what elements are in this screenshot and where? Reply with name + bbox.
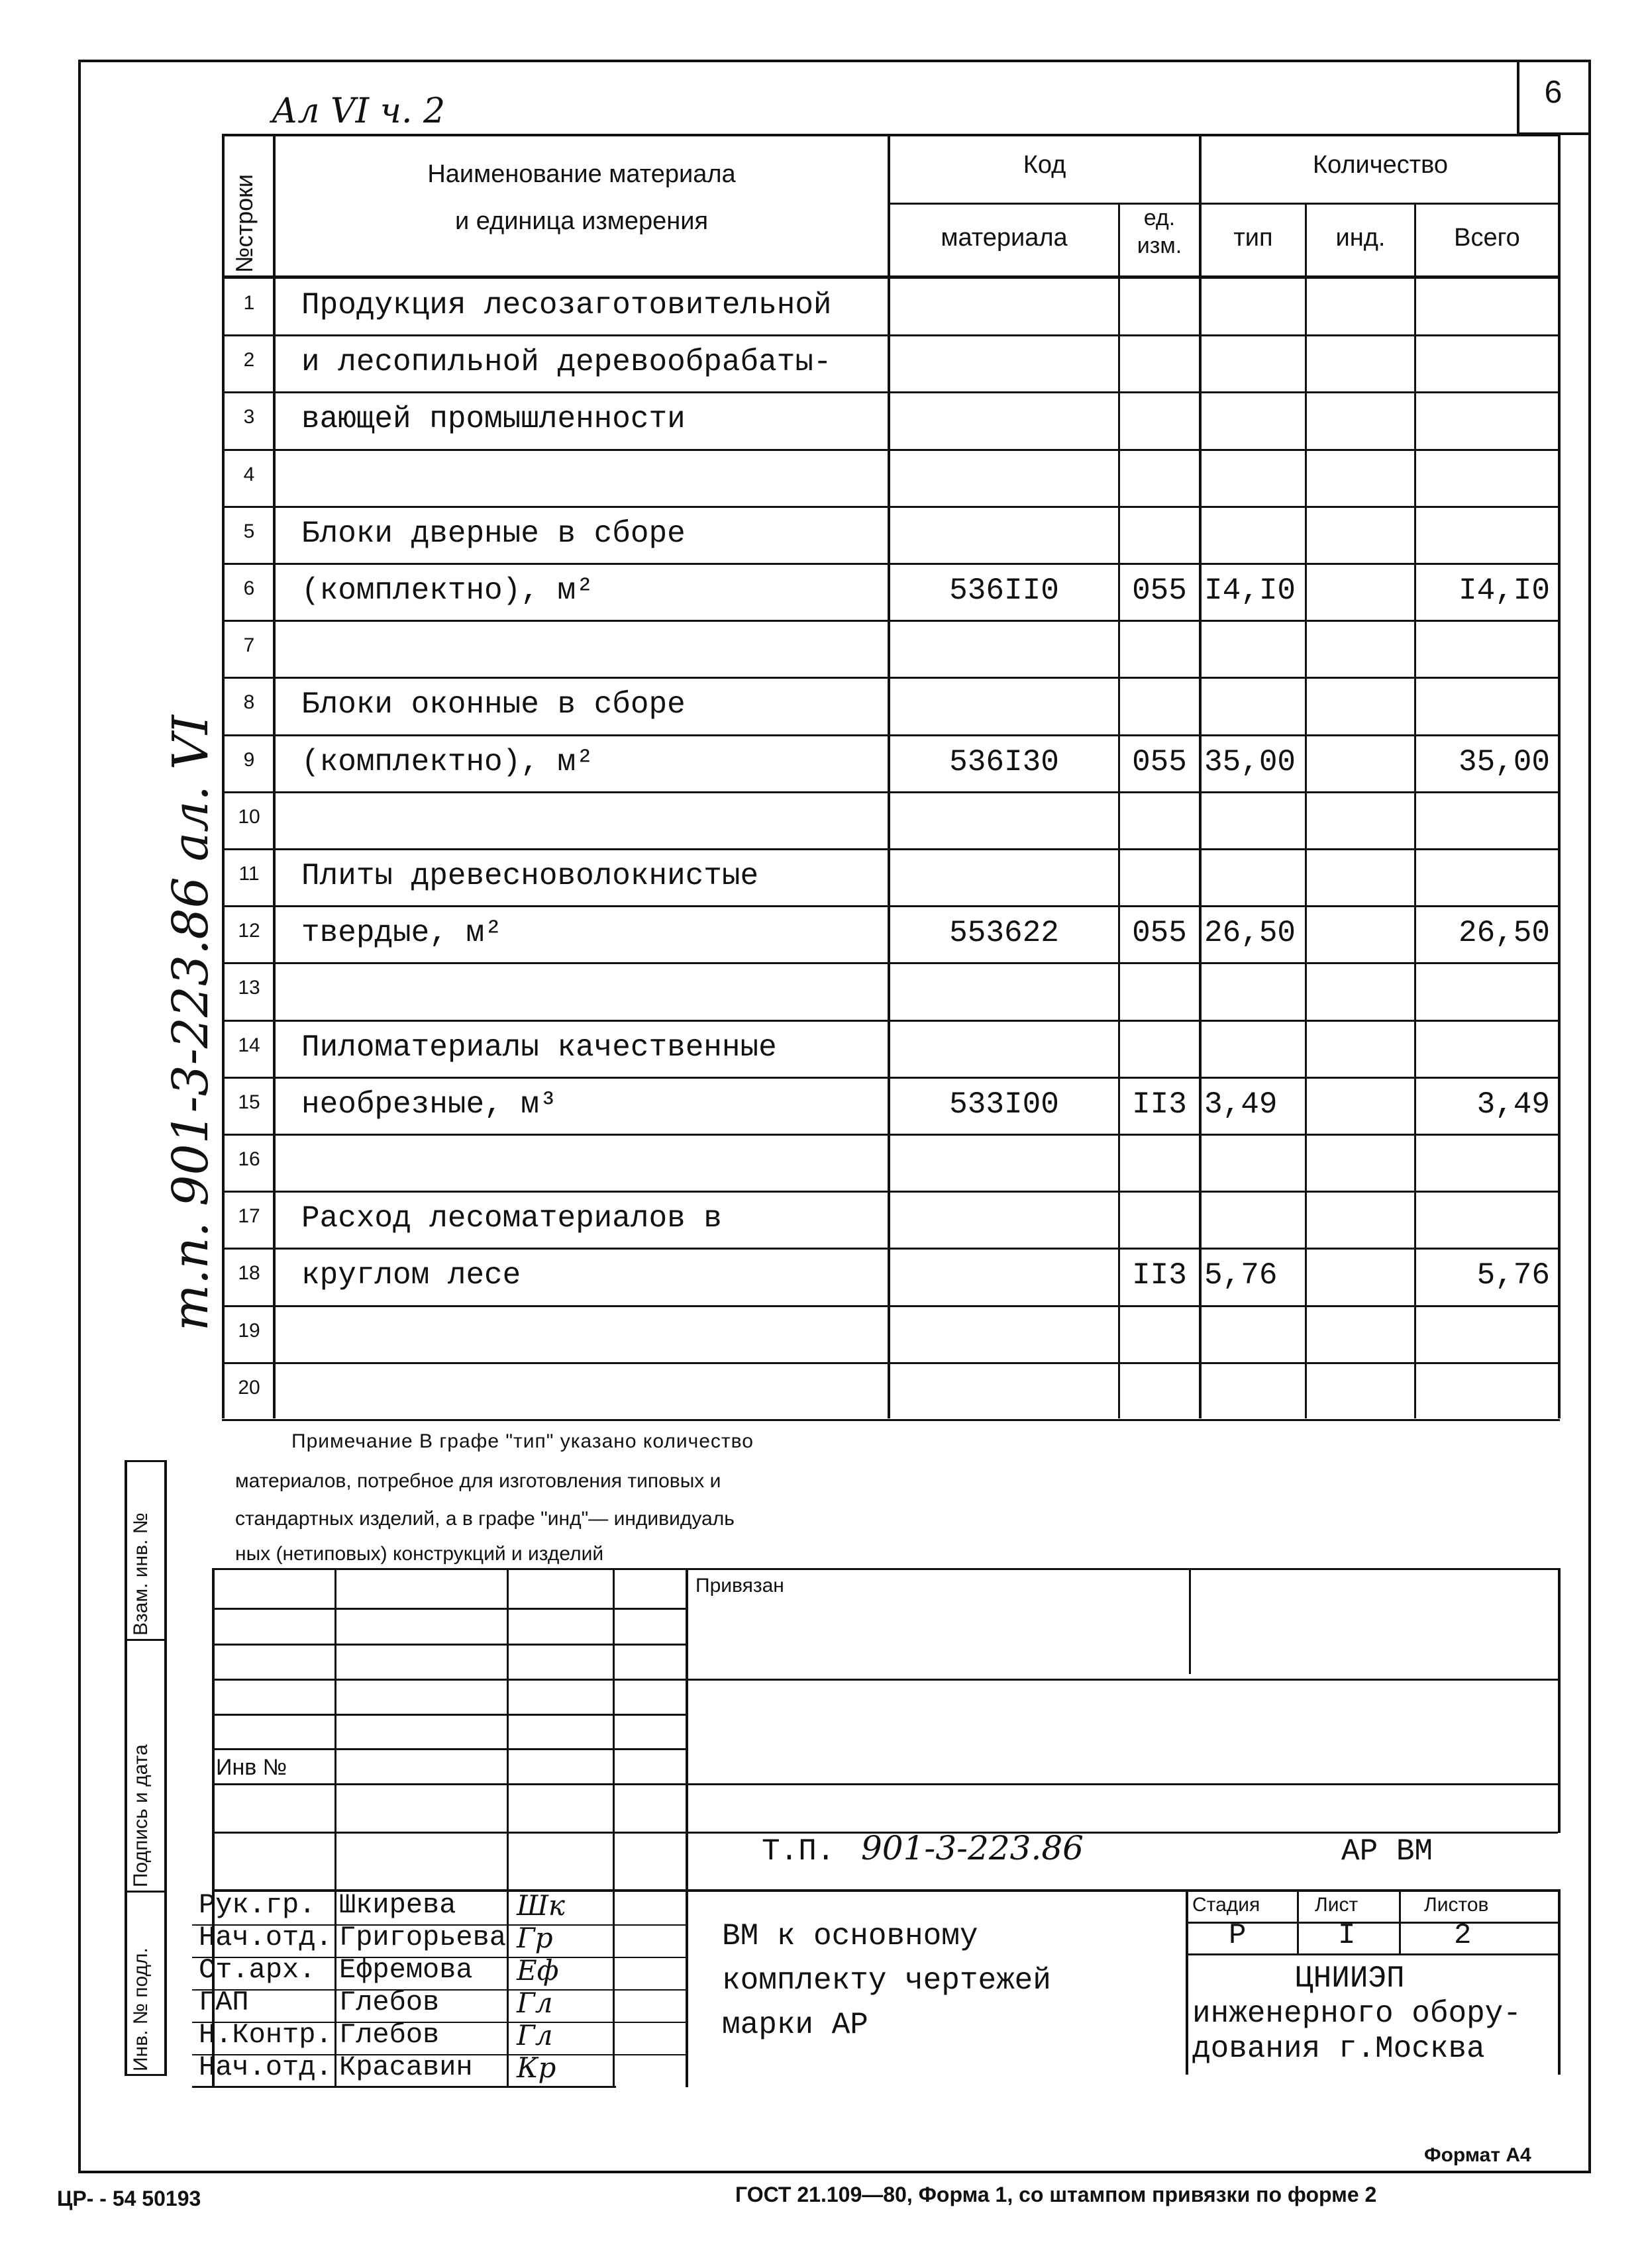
top-annotation: Ал VI ч. 2 bbox=[272, 91, 446, 131]
header-q-ind: инд. bbox=[1335, 224, 1386, 252]
page-number: 6 bbox=[1544, 75, 1563, 110]
quantity-type: 35,00 bbox=[1204, 745, 1296, 779]
row-number: 15 bbox=[238, 1091, 260, 1113]
material-name: необрезные, м³ bbox=[301, 1087, 558, 1122]
material-name: Блоки оконные в сборе bbox=[301, 687, 686, 722]
person-role: Н.Контр. bbox=[199, 2019, 333, 2051]
quantity-type: I4,I0 bbox=[1204, 573, 1296, 608]
material-name: Расход лесоматериалов в bbox=[301, 1201, 722, 1236]
material-unit: 055 bbox=[1132, 916, 1187, 950]
person-role: Нач.отд. bbox=[199, 2051, 333, 2083]
bound-to-label: Привязан bbox=[695, 1575, 784, 1597]
material-name: и лесопильной деревообрабаты- bbox=[301, 345, 832, 379]
material-name: (комплектно), м² bbox=[301, 745, 594, 779]
person-name: Шкирева bbox=[339, 1889, 456, 1921]
sheet-label: Лист bbox=[1315, 1894, 1359, 1916]
sheet-value: I bbox=[1338, 1919, 1356, 1952]
material-name: Плиты древесноволокнистые bbox=[301, 859, 759, 893]
stage-value: Р bbox=[1229, 1919, 1247, 1952]
sheets-value: 2 bbox=[1454, 1919, 1472, 1952]
sheets-label: Листов bbox=[1424, 1894, 1489, 1916]
header-name-line1: Наименование материала bbox=[427, 160, 736, 188]
org-line3: дования г.Москва bbox=[1192, 2032, 1485, 2066]
note-line4: ных (нетиповых) конструкций и изделий bbox=[235, 1543, 604, 1565]
label-vzam-inv: Взам. инв. № bbox=[130, 1512, 152, 1636]
row-number: 19 bbox=[238, 1320, 260, 1342]
row-number: 5 bbox=[243, 520, 255, 542]
header-code-material: материала bbox=[941, 224, 1068, 252]
row-number: 9 bbox=[243, 749, 255, 771]
person-name: Глебов bbox=[339, 2019, 440, 2051]
format-label: Формат А4 bbox=[1424, 2144, 1531, 2166]
row-number: 10 bbox=[238, 806, 260, 828]
material-code: 533I00 bbox=[949, 1087, 1059, 1122]
doc-title-line3: марки АР bbox=[722, 2008, 868, 2042]
quantity-total: 26,50 bbox=[1458, 916, 1550, 950]
person-signature: Гр bbox=[517, 1922, 553, 1954]
row-number: 1 bbox=[243, 292, 255, 314]
person-role: Ст.арх. bbox=[199, 1954, 316, 1986]
row-number: 20 bbox=[238, 1377, 260, 1399]
person-role: Рук.гр. bbox=[199, 1889, 316, 1921]
quantity-type: 5,76 bbox=[1204, 1258, 1278, 1293]
material-name: вающей промышленности bbox=[301, 402, 686, 436]
material-unit: 055 bbox=[1132, 745, 1187, 779]
doc-code: 901-3-223.86 bbox=[861, 1829, 1084, 1867]
row-number: 6 bbox=[243, 577, 255, 599]
header-q-total: Всего bbox=[1454, 224, 1520, 252]
inv-no-label: Инв № bbox=[216, 1755, 287, 1780]
quantity-total: 5,76 bbox=[1476, 1258, 1550, 1293]
person-role: ГАП bbox=[199, 1987, 249, 2018]
note-line2: материалов, потребное для изготовления типовых и bbox=[235, 1470, 721, 1492]
material-unit: II3 bbox=[1132, 1258, 1187, 1293]
org-line1: ЦНИИЭП bbox=[1295, 1961, 1405, 1996]
material-name: Продукция лесозаготовительной bbox=[301, 288, 832, 322]
person-name: Глебов bbox=[339, 1987, 440, 2018]
quantity-type: 26,50 bbox=[1204, 916, 1296, 950]
material-name: твердые, м² bbox=[301, 916, 503, 950]
stage-label: Стадия bbox=[1192, 1894, 1260, 1916]
row-number: 8 bbox=[243, 691, 255, 713]
row-number: 18 bbox=[238, 1262, 260, 1284]
row-number: 12 bbox=[238, 920, 260, 942]
row-number: 2 bbox=[243, 349, 255, 371]
material-unit: II3 bbox=[1132, 1087, 1187, 1122]
header-unit-line2: изм. bbox=[1137, 233, 1182, 258]
material-code: 553622 bbox=[949, 916, 1059, 950]
row-number: 3 bbox=[243, 406, 255, 428]
material-code: 536II0 bbox=[949, 573, 1059, 608]
doc-code-prefix: Т.П. bbox=[762, 1834, 835, 1869]
header-name-line2: и единица измерения bbox=[454, 207, 709, 235]
side-annotation: т.п. 901-3-223.86 ал. VI bbox=[162, 715, 219, 1331]
person-signature: Гл bbox=[517, 2019, 553, 2051]
material-name: Блоки дверные в сборе bbox=[301, 517, 686, 551]
person-signature: Еф bbox=[517, 1954, 559, 1987]
row-number: 4 bbox=[243, 464, 255, 485]
header-q-type: тип bbox=[1233, 224, 1273, 252]
material-code: 536I30 bbox=[949, 745, 1059, 779]
header-code: Код bbox=[1023, 151, 1066, 179]
material-name: (комплектно), м² bbox=[301, 573, 594, 608]
quantity-total: I4,I0 bbox=[1458, 573, 1550, 608]
material-unit: 055 bbox=[1132, 573, 1187, 608]
row-number: 13 bbox=[238, 977, 260, 999]
label-podpis-data: Подпись и дата bbox=[130, 1744, 152, 1887]
header-quantity: Количество bbox=[1312, 151, 1449, 179]
row-number: 17 bbox=[238, 1205, 260, 1227]
doc-mark: АР ВМ bbox=[1341, 1834, 1433, 1869]
footer-gost: ГОСТ 21.109—80, Форма 1, со штампом привязки по форме 2 bbox=[735, 2183, 1377, 2206]
material-name: Пиломатериалы качественные bbox=[301, 1030, 777, 1065]
quantity-total: 35,00 bbox=[1458, 745, 1550, 779]
label-inv-podl: Инв. № подл. bbox=[130, 1948, 152, 2071]
row-number: 16 bbox=[238, 1148, 260, 1170]
person-name: Григорьева bbox=[339, 1922, 507, 1953]
material-name: круглом лесе bbox=[301, 1258, 521, 1293]
row-number: 14 bbox=[238, 1034, 260, 1056]
person-signature: Шк bbox=[517, 1889, 566, 1922]
org-line2: инженерного обору- bbox=[1192, 1997, 1521, 2031]
doc-title-line1: ВМ к основному bbox=[722, 1919, 978, 1953]
person-signature: Кр bbox=[517, 2051, 556, 2084]
row-number: 11 bbox=[238, 863, 260, 885]
person-name: Красавин bbox=[339, 2051, 473, 2083]
person-signature: Гл bbox=[517, 1987, 553, 2019]
person-name: Ефремова bbox=[339, 1954, 473, 1986]
quantity-type: 3,49 bbox=[1204, 1087, 1278, 1122]
note-line3: стандартных изделий, а в графе "инд"— индивидуаль bbox=[235, 1508, 735, 1530]
footer-left-code: ЦР- - 54 50193 bbox=[57, 2187, 201, 2210]
quantity-total: 3,49 bbox=[1476, 1087, 1550, 1122]
header-unit-line1: ед. bbox=[1143, 205, 1176, 230]
person-role: Нач.отд. bbox=[199, 1922, 333, 1953]
doc-title-line2: комплекту чертежей bbox=[722, 1963, 1051, 1998]
note-line1: Примечание В графе "тип" указано количество bbox=[291, 1430, 754, 1452]
row-number: 7 bbox=[243, 634, 255, 656]
header-row-no: №строки bbox=[231, 173, 258, 273]
